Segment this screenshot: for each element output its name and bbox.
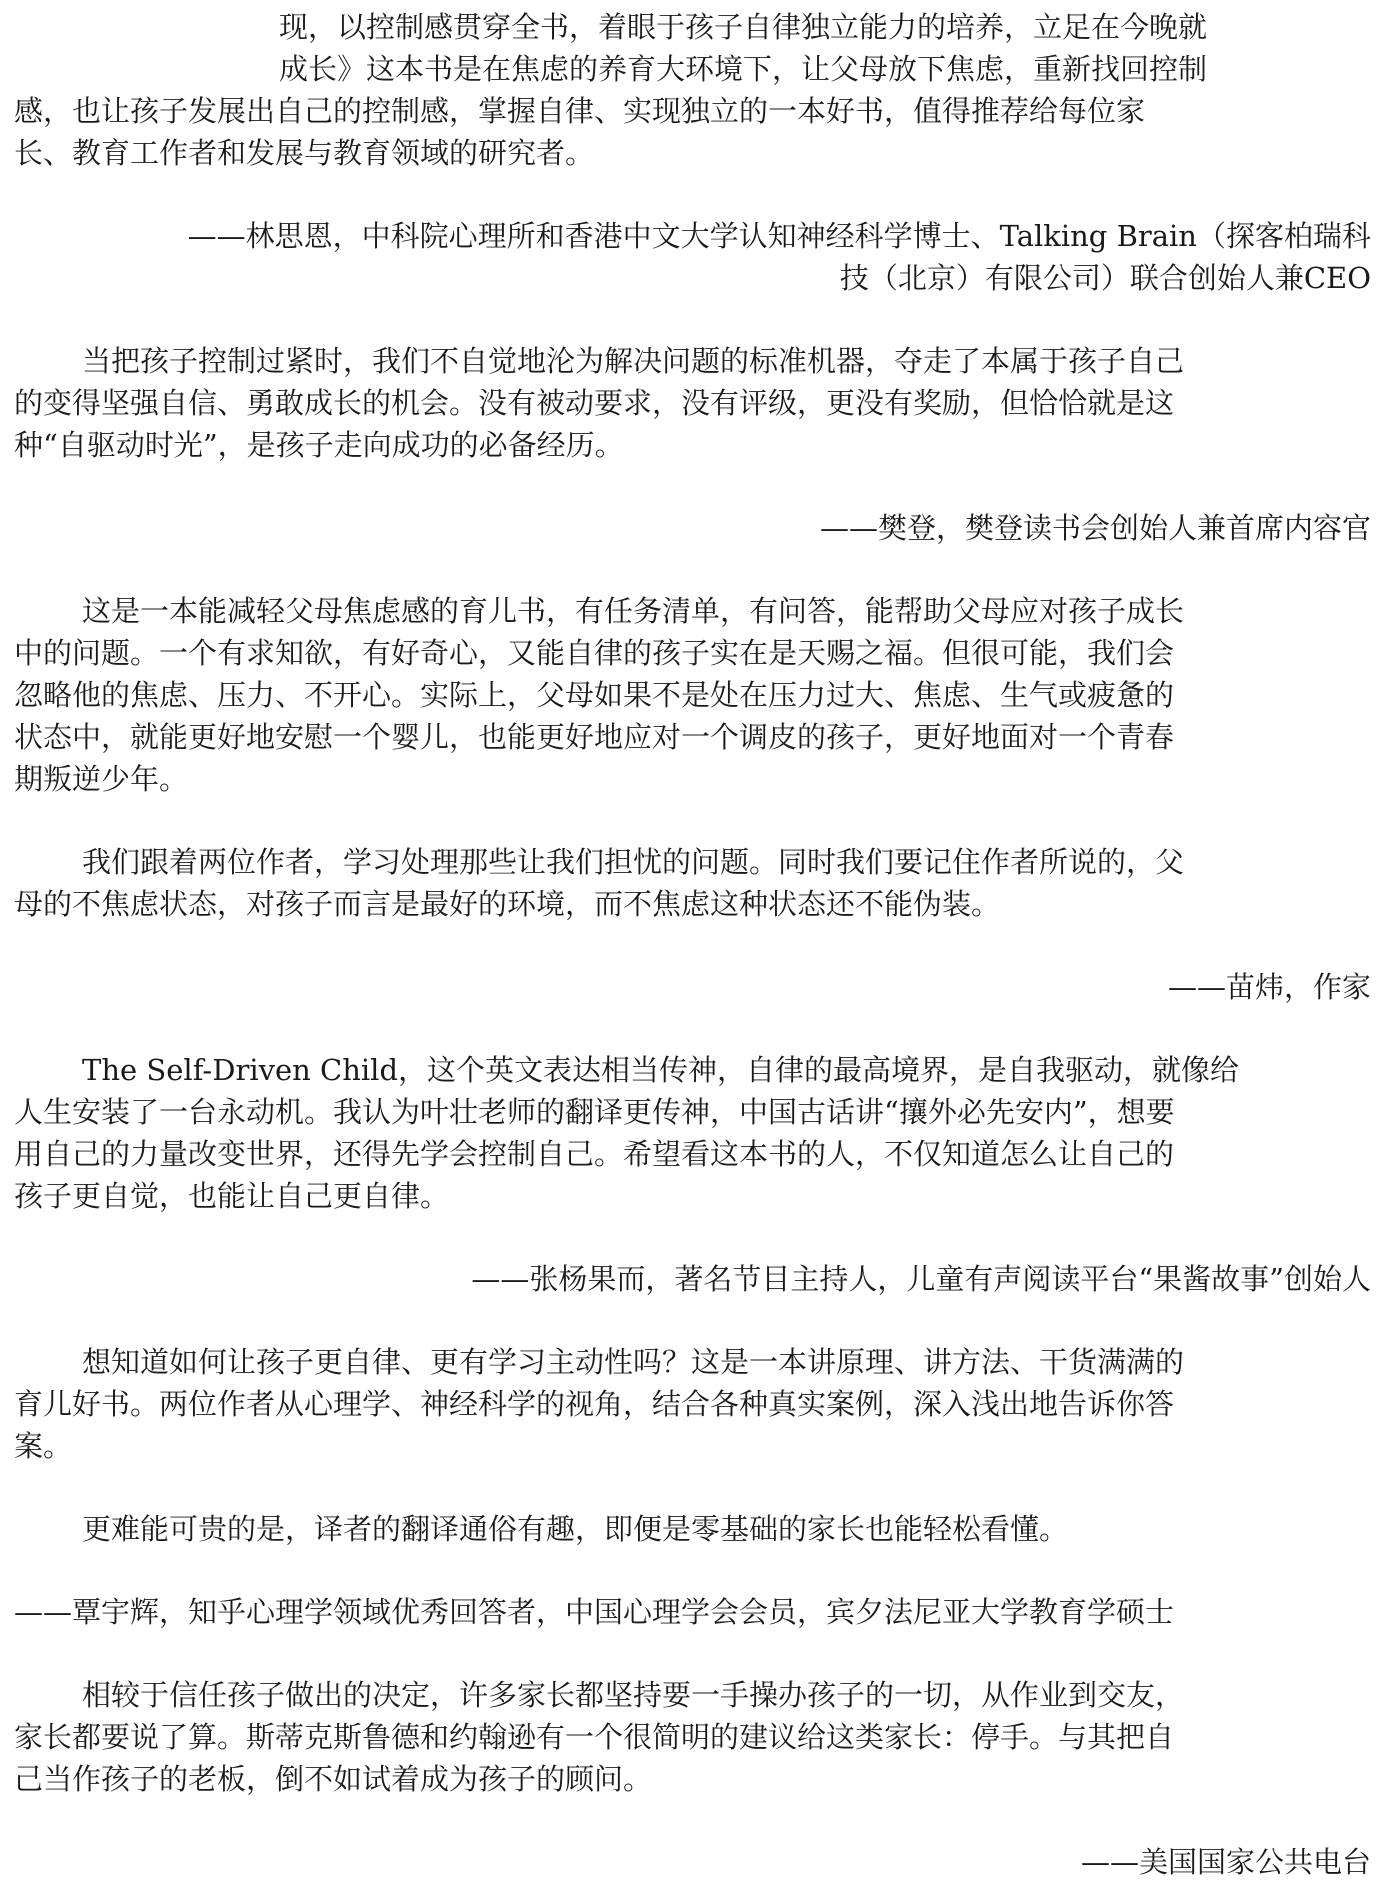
paragraph-line: 中的问题。一个有求知欲，有好奇心，又能自律的孩子实在是天赐之福。但很可能，我们会 [14, 636, 1175, 670]
document-page [14, 6, 1371, 1883]
paragraph-line: 长、教育工作者和发展与教育领域的研究者。 [14, 136, 595, 170]
paragraph-line: 家长都要说了算。斯蒂克斯鲁德和约翰逊有一个很简明的建议给这类家长：停手。与其把自 [14, 1720, 1175, 1754]
paragraph-line: 当把孩子控制过紧时，我们不自觉地沦为解决问题的标准机器，夺走了本属于孩子自己 [82, 344, 1185, 378]
paragraph-line: 己当作孩子的老板，倒不如试着成为孩子的顾问。 [14, 1762, 653, 1796]
paragraph-line: 期叛逆少年。 [14, 762, 189, 796]
paragraph-line: 案。 [14, 1429, 73, 1463]
paragraph-line: 忽略他的焦虑、压力、不开心。实际上，父母如果不是处在压力过大、焦虑、生气或疲惫的 [14, 678, 1175, 712]
paragraph-line: 现，以控制感贯穿全书，着眼于孩子自律独立能力的培养，立足在今晚就 [279, 10, 1208, 44]
paragraph-line: 孩子更自觉，也能让自己更自律。 [14, 1179, 450, 1213]
attribution-line: ——林思恩，中科院心理所和香港中文大学认知神经科学博士、Talking Brain（探客柏瑞科 [187, 219, 1371, 253]
paragraph-line: 想知道如何让孩子更自律、更有学习主动性吗？这是一本讲原理、讲方法、干货满满的 [82, 1345, 1185, 1379]
paragraph-line: 用自己的力量改变世界，还得先学会控制自己。希望看这本书的人，不仅知道怎么让自己的 [14, 1137, 1175, 1171]
attribution-line: ——樊登，樊登读书会创始人兼首席内容官 [819, 511, 1371, 545]
attribution-line: ——美国国家公共电台 [1080, 1845, 1371, 1879]
paragraph-line: 状态中，就能更好地安慰一个婴儿，也能更好地应对一个调皮的孩子，更好地面对一个青春 [14, 720, 1175, 754]
paragraph-line: 种“自驱动时光”，是孩子走向成功的必备经历。 [14, 428, 624, 462]
paragraph-line: 母的不焦虑状态，对孩子而言是最好的环境，而不焦虑这种状态还不能伪装。 [14, 887, 1001, 921]
paragraph-line: 相较于信任孩子做出的决定，许多家长都坚持要一手操办孩子的一切，从作业到交友， [82, 1678, 1185, 1712]
attribution-line: ——苗炜，作家 [1167, 970, 1371, 1004]
paragraph-line: 的变得坚强自信、勇敢成长的机会。没有被动要求，没有评级，更没有奖励，但恰恰就是这 [14, 386, 1175, 420]
paragraph-line: 更难能可贵的是，译者的翻译通俗有趣，即便是零基础的家长也能轻松看懂。 [82, 1512, 1069, 1546]
paragraph-line: 这是一本能减轻父母焦虑感的育儿书，有任务清单，有问答，能帮助父母应对孩子成长 [82, 594, 1185, 628]
paragraph-line: 成长》这本书是在焦虑的养育大环境下，让父母放下焦虑，重新找回控制 [279, 52, 1208, 86]
paragraph-line: 育儿好书。两位作者从心理学、神经科学的视角，结合各种真实案例，深入浅出地告诉你答 [14, 1387, 1175, 1421]
attribution-line: ——张杨果而，著名节目主持人，儿童有声阅读平台“果酱故事”创始人 [471, 1262, 1371, 1296]
paragraph-line: 人生安装了一台永动机。我认为叶壮老师的翻译更传神，中国古话讲“攘外必先安内”，想要 [14, 1095, 1175, 1129]
paragraph-line: 我们跟着两位作者，学习处理那些让我们担忧的问题。同时我们要记住作者所说的，父 [82, 845, 1185, 879]
attribution-line: ——覃宇辉，知乎心理学领域优秀回答者，中国心理学会会员，宾夕法尼亚大学教育学硕士 [14, 1595, 1175, 1629]
paragraph-line: 感，也让孩子发展出自己的控制感，掌握自律、实现独立的一本好书，值得推荐给每位家 [14, 94, 1146, 128]
paragraph-line: The Self-Driven Child，这个英文表达相当传神，自律的最高境界，是自我驱动，就像给 [82, 1053, 1240, 1087]
attribution-line: 技（北京）有限公司）联合创始人兼CEO [839, 261, 1371, 295]
